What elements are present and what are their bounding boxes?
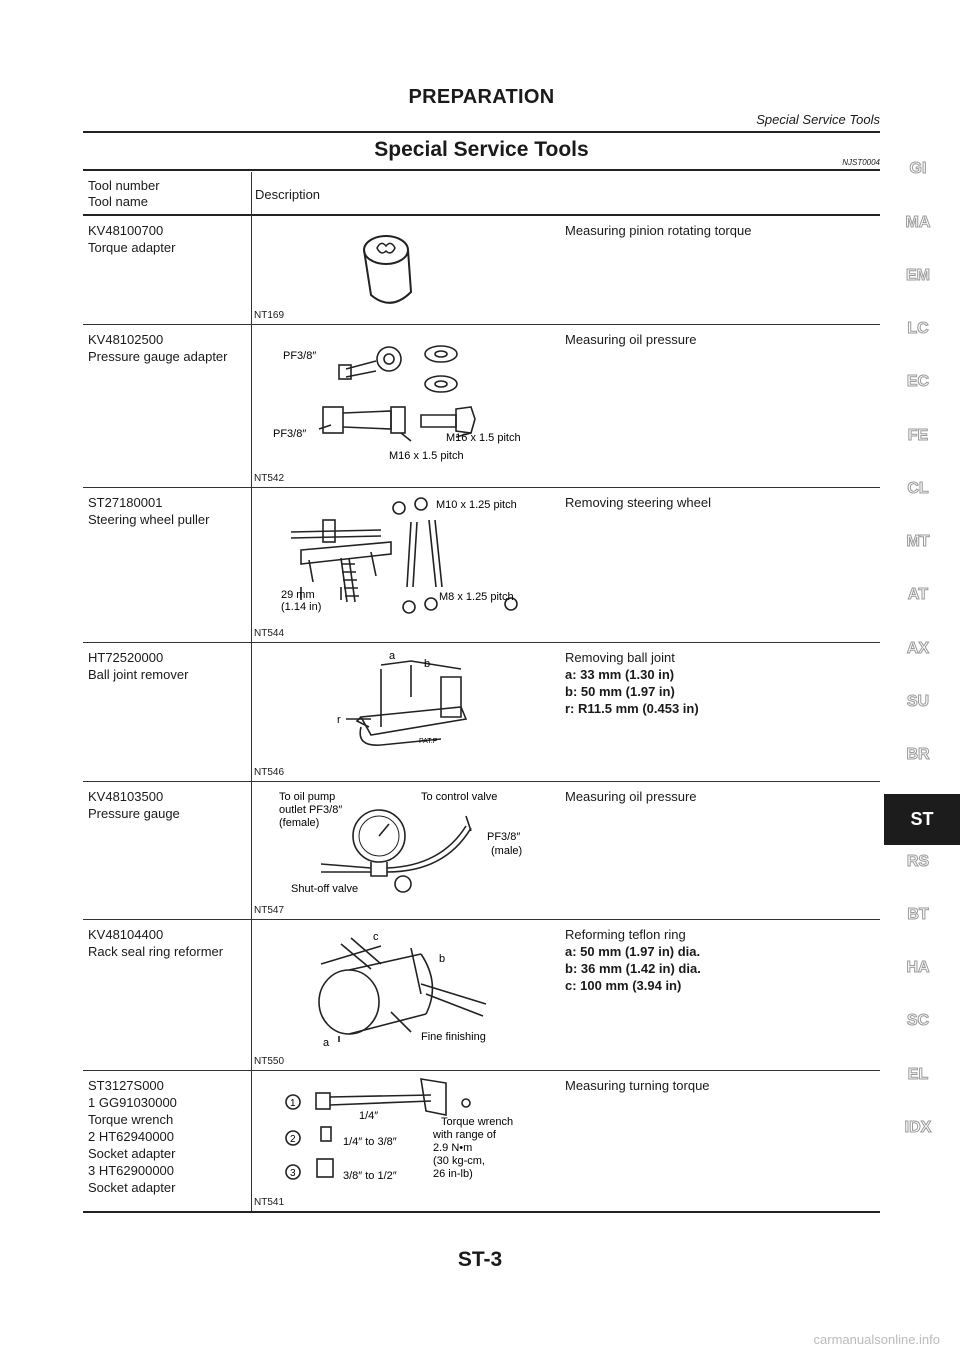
diagram-label: Shut-off valve [291,883,359,895]
diagram-label: M16 x 1.5 pitch [446,432,521,444]
tool-illustration [251,920,551,1070]
tool-number: ST27180001 [88,495,163,510]
page-title: PREPARATION [408,86,555,108]
tool-number: KV48102500 [88,332,164,347]
diagram-label: (female) [279,817,320,829]
diagram-label: PF3/8″ [283,350,317,362]
diagram-label: 2.9 N•m [433,1142,473,1154]
diagram-label: a [389,650,396,662]
table-row [83,643,880,781]
sub-line: 1 GG91030000 [88,1095,177,1110]
diagram-label: c [373,931,379,943]
tab-ax[interactable]: AX [906,640,930,657]
illustration-code: NT542 [254,473,285,484]
tab-ha[interactable]: HA [906,959,930,976]
watermark: carmanualsonline.info [813,1332,940,1347]
rack-seal-ring-reformer-drawing [261,924,551,1054]
diagram-label: 29 mm [281,589,315,601]
header-description: Description [255,187,321,202]
section-code: NJST0004 [842,158,880,167]
sub-line: Socket adapter [88,1146,176,1161]
diagram-label: b [439,953,446,965]
header-rule [83,131,880,133]
tool-number: KV48103500 [88,789,164,804]
tab-rs[interactable]: RS [906,853,930,870]
tool-description: Measuring oil pressure [565,789,697,804]
tool-number: KV48104400 [88,927,164,942]
diagram-label: 3/8″ to 1/2″ [343,1170,397,1182]
tool-description: Measuring pinion rotating torque [565,223,752,238]
header-tool-number: Tool number [88,178,160,193]
tab-mt[interactable]: MT [906,533,930,550]
diagram-label: M8 x 1.25 pitch [439,591,514,603]
tool-illustration [251,1071,551,1211]
header-tool-name: Tool name [88,194,148,209]
tool-description: Measuring oil pressure [565,332,697,347]
table-row [83,1071,880,1211]
torque-adapter-drawing [261,220,541,308]
pressure-gauge-adapter-drawing [261,329,551,469]
sub-line: Socket adapter [88,1180,176,1195]
tool-name: Torque adapter [88,240,176,255]
sub-line: 2 HT62940000 [88,1129,175,1144]
tab-br[interactable]: BR [906,746,930,763]
table-bottom-rule [83,1211,880,1213]
tab-em[interactable]: EM [906,267,930,284]
tab-idx[interactable]: IDX [904,1119,932,1136]
section-title: Special Service Tools [374,138,589,161]
diagram-label: PF3/8″ [273,428,307,440]
diagram-label: PF3/8″ [487,831,521,843]
illustration-code: NT547 [254,905,285,916]
page-subtitle: Special Service Tools [756,112,880,127]
tool-name: Rack seal ring reformer [88,944,224,959]
diagram-label: (male) [491,845,523,857]
tab-sc[interactable]: SC [906,1012,930,1029]
tab-bt[interactable]: BT [907,906,929,923]
diagram-label: 3 [290,1168,296,1179]
tool-name: Steering wheel puller [88,512,210,527]
tab-cl[interactable]: CL [907,480,929,497]
diagram-label: (30 kg-cm, [433,1155,485,1167]
steering-wheel-puller-drawing [261,492,551,624]
page-header [83,86,880,127]
diagram-label: (1.14 in) [281,601,322,613]
diagram-label: 1/4″ to 3/8″ [343,1136,397,1148]
table-header [83,172,880,214]
tab-lc[interactable]: LC [907,320,929,337]
diagram-label: b [424,658,431,670]
tab-su[interactable]: SU [906,693,930,710]
tool-name: Pressure gauge [88,806,180,821]
tab-el[interactable]: EL [907,1066,929,1083]
diagram-label: To oil pump [279,791,336,803]
illustration-code: NT550 [254,1056,285,1067]
tool-description: Measuring turning torque [565,1078,710,1093]
torque-wrench-set-drawing [261,1075,551,1197]
tab-ec[interactable]: EC [906,373,930,390]
tool-number: HT72520000 [88,650,164,665]
diagram-label: a [323,1037,330,1049]
tool-illustration [251,488,551,642]
tab-gi[interactable]: GI [909,160,927,177]
diagram-label: 1 [290,1098,296,1109]
tool-description: Reforming teflon ring [565,927,686,942]
diagram-label: M16 x 1.5 pitch [389,450,464,462]
tool-name: Pressure gauge adapter [88,349,228,364]
tool-number: KV48100700 [88,223,164,238]
spec-line: c: 100 mm (3.94 in) [565,978,682,993]
diagram-label: To control valve [421,791,498,803]
spec-line: a: 33 mm (1.30 in) [565,667,675,682]
spec-line: a: 50 mm (1.97 in) dia. [565,944,701,959]
page-number: ST-3 [457,1248,503,1271]
spec-line: b: 50 mm (1.97 in) [565,684,675,699]
ball-joint-remover-drawing [261,647,551,763]
illustration-code: NT544 [254,628,285,639]
tab-st[interactable]: ST [884,794,960,845]
diagram-label: 26 in-lb) [433,1168,473,1180]
table-row [83,920,880,1070]
tool-illustration [251,216,551,324]
tool-name: Ball joint remover [88,667,189,682]
diagram-label: 2 [290,1134,296,1145]
table-row [83,325,880,487]
tab-ma[interactable]: MA [905,214,931,231]
illustration-code: NT541 [254,1197,285,1208]
tool-description: Removing steering wheel [565,495,711,510]
tool-description: Removing ball joint [565,650,675,665]
diagram-label: PAT.P [419,738,438,745]
pressure-gauge-drawing [261,786,551,902]
diagram-label: Fine finishing [421,1031,486,1043]
diagram-label: Torque wrench [441,1116,514,1128]
spec-line: r: R11.5 mm (0.453 in) [565,701,699,716]
illustration-code: NT169 [254,310,285,321]
table-row [83,216,880,324]
diagram-label: with range of [433,1129,496,1141]
tab-fe[interactable]: FE [907,427,929,444]
diagram-label: outlet PF3/8″ [279,804,343,816]
illustration-code: NT546 [254,767,285,778]
section-rule [83,169,880,171]
tool-number: ST3127S000 [88,1078,164,1093]
spec-line: b: 36 mm (1.42 in) dia. [565,961,701,976]
tool-illustration [251,782,551,919]
tool-illustration [251,325,551,487]
diagram-label: 1/4″ [359,1110,379,1122]
tab-at[interactable]: AT [907,586,929,603]
tool-illustration [251,643,551,781]
sub-line: Torque wrench [88,1112,174,1127]
diagram-label: r [337,714,341,726]
diagram-label: M10 x 1.25 pitch [436,499,517,511]
table-row [83,488,880,642]
sub-line: 3 HT62900000 [88,1163,175,1178]
table-row [83,782,880,919]
